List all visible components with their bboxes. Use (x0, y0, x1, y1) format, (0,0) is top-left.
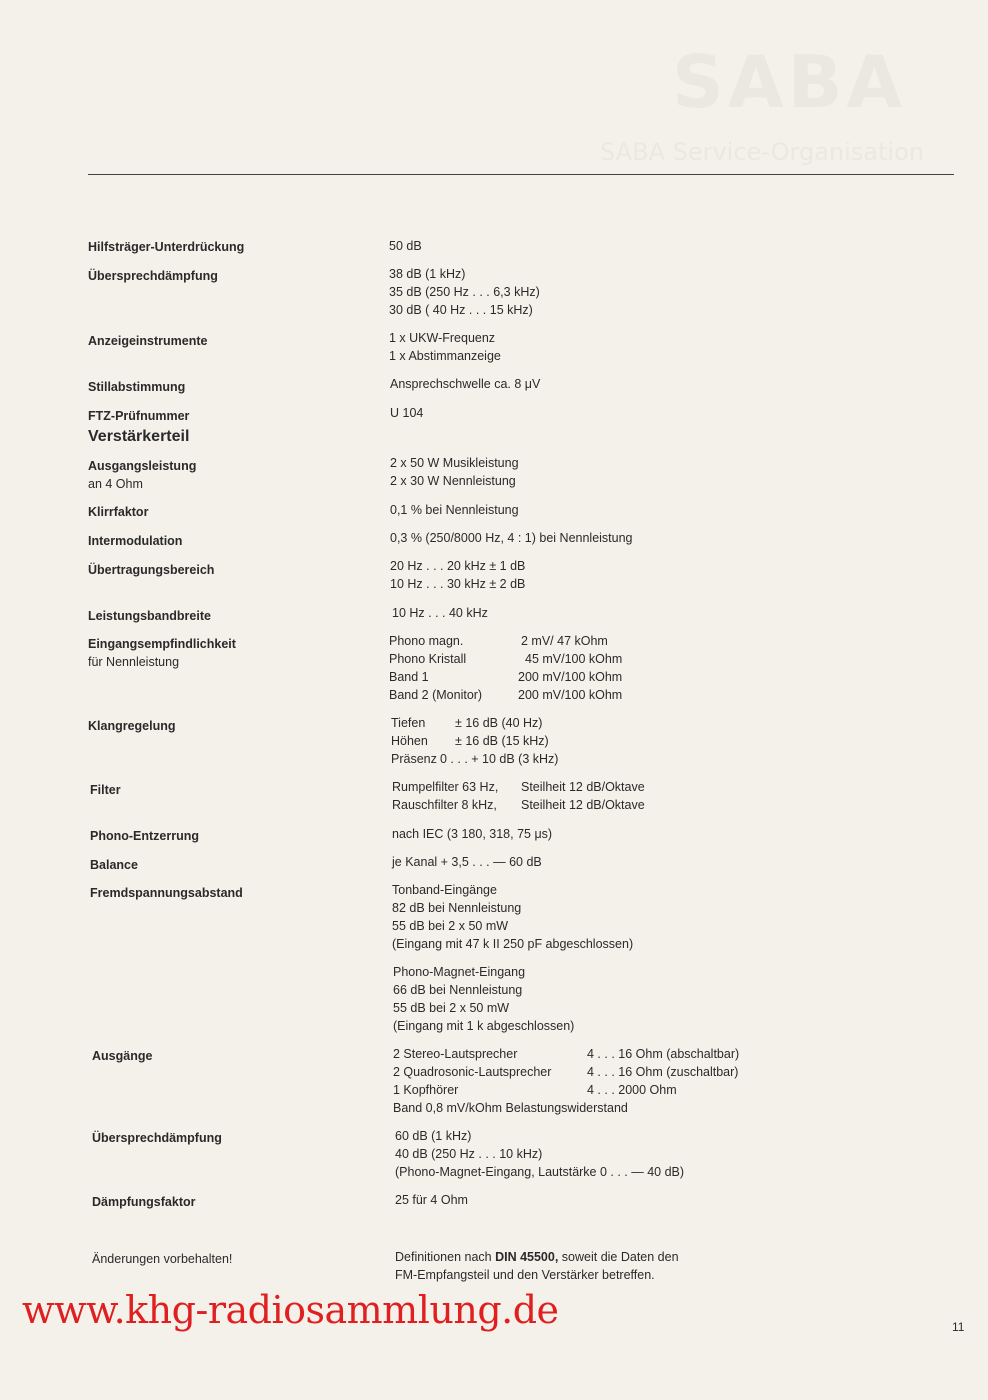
output-extra: Band 0,8 mV/kOhm Belastungswiderstand (393, 1101, 628, 1115)
value-uebersprech-fm (389, 265, 540, 319)
footer-note: Änderungen vorbehalten! (92, 1252, 233, 1266)
value-line: 20 Hz . . . 20 kHz ± 1 dB (390, 559, 526, 573)
tone-value: ± 16 dB (15 kHz) (455, 734, 549, 748)
header-rule (88, 174, 954, 175)
tone-name: Tiefen (391, 716, 426, 730)
value-leistungsband (392, 604, 488, 622)
value-line: 82 dB bei Nennleistung (392, 901, 522, 915)
value-line: 0,1 % bei Nennleistung (390, 503, 519, 517)
value-line: 1 x Abstimmanzeige (389, 349, 501, 363)
tone-name: Präsenz (391, 752, 437, 766)
tone-row (391, 750, 558, 768)
value-eingangsempf (389, 632, 622, 704)
value-klirrfaktor (390, 501, 519, 519)
output-value: 4 . . . 2000 Ohm (587, 1083, 677, 1097)
output-value: 4 . . . 16 Ohm (zuschaltbar) (587, 1065, 739, 1079)
sens-value: 2 mV/ 47 kOhm (521, 634, 608, 648)
value-ausgaenge (393, 1045, 739, 1117)
definitions-note (395, 1248, 695, 1284)
label-ausgangsleistung-sub: an 4 Ohm (88, 477, 143, 491)
label-phono-entzerrung: Phono-Entzerrung (90, 829, 200, 843)
value-line: Tonband-Eingänge (392, 883, 497, 897)
value-line: 30 dB ( 40 Hz . . . 15 kHz) (389, 303, 533, 317)
label-eingangsempf-main: Eingangsempfindlichkeit (88, 637, 236, 651)
label-ausgaenge: Ausgänge (92, 1049, 153, 1063)
defs-prefix: Definitionen nach (395, 1250, 496, 1264)
value-line: (Eingang mit 47 k II 250 pF abgeschlossen) (392, 937, 634, 951)
value-line: Ansprechschwelle ca. 8 μV (390, 377, 541, 391)
label-klirrfaktor: Klirrfaktor (88, 505, 149, 519)
sens-name: Phono magn. (389, 634, 464, 648)
value-line: (Eingang mit 1 k abgeschlossen) (393, 1019, 575, 1033)
sens-value: 45 mV/100 kOhm (525, 652, 623, 666)
value-klangregelung (391, 714, 558, 768)
value-fremdspannung-tonband (392, 881, 633, 953)
value-line: Phono-Magnet-Eingang (393, 965, 526, 979)
value-ftz (390, 404, 423, 422)
filter-name: Rumpelfilter 63 Hz, (392, 780, 499, 794)
label-eingangsempf-sub: für Nennleistung (88, 655, 180, 669)
sens-name: Band 1 (389, 670, 429, 684)
value-stillabstimmung (390, 375, 540, 393)
value-line: (Phono-Magnet-Eingang, Lautstärke 0 . . . — 40 dB) (395, 1165, 685, 1179)
label-daempfungsfaktor: Dämpfungsfaktor (92, 1195, 196, 1209)
sens-row (389, 650, 622, 668)
label-uebertragung: Übertragungsbereich (88, 563, 215, 577)
label-klangregelung: Klangregelung (88, 719, 176, 733)
value-line: 0,3 % (250/8000 Hz, 4 : 1) bei Nennleistung (390, 531, 633, 545)
value-line: 38 dB (1 kHz) (389, 267, 466, 281)
label-hilfstraeger: Hilfsträger-Unterdrückung (88, 240, 245, 254)
value-line: 55 dB bei 2 x 50 mW (392, 919, 509, 933)
section-heading: Verstärkerteil (88, 428, 190, 445)
value-fremdspannung-phono (393, 963, 574, 1035)
value-line: 10 Hz . . . 30 kHz ± 2 dB (390, 577, 526, 591)
label-uebersprech-fm: Übersprechdämpfung (88, 269, 218, 283)
label-ausgangsleistung (88, 457, 196, 493)
label-balance: Balance (90, 858, 138, 872)
value-line: je Kanal + 3,5 . . . — 60 dB (392, 855, 542, 869)
output-row (393, 1063, 739, 1081)
watermark-url: www.khg-radiosammlung.de (22, 1288, 559, 1332)
value-line: 10 Hz . . . 40 kHz (392, 606, 488, 620)
defs-bold: DIN 45500, (495, 1250, 559, 1264)
output-name: 2 Quadrosonic-Lautsprecher (393, 1065, 552, 1079)
label-uebersprech-amp: Übersprechdämpfung (92, 1131, 222, 1145)
tone-value: ± 16 dB (40 Hz) (455, 716, 543, 730)
value-line: 40 dB (250 Hz . . . 10 kHz) (395, 1147, 543, 1161)
defs-rest: soweit die Daten den FM-Empfangsteil und den Verstärker betreffen. (395, 1250, 679, 1282)
sens-name: Band 2 (Monitor) (389, 688, 483, 702)
label-intermodulation: Intermodulation (88, 534, 183, 548)
page-number: 11 (952, 1320, 965, 1334)
filter-name: Rauschfilter 8 kHz, (392, 798, 497, 812)
value-intermodulation (390, 529, 633, 547)
value-uebersprech-amp (395, 1127, 684, 1181)
value-anzeige (389, 329, 501, 365)
label-anzeige: Anzeigeinstrumente (88, 334, 208, 348)
label-ausgangsleistung-main: Ausgangsleistung (88, 459, 197, 473)
label-ftz: FTZ-Prüfnummer (88, 409, 190, 423)
value-line: 60 dB (1 kHz) (395, 1129, 472, 1143)
label-eingangsempf (88, 635, 236, 671)
filter-row (392, 778, 645, 796)
value-filter (392, 778, 645, 814)
value-ausgangsleistung (390, 454, 519, 490)
output-row (393, 1045, 739, 1063)
value-line: 50 dB (389, 239, 422, 253)
output-row (393, 1081, 739, 1099)
ghost-brand: SABA (672, 40, 907, 124)
value-line: 35 dB (250 Hz . . . 6,3 kHz) (389, 285, 540, 299)
label-stillabstimmung: Stillabstimmung (88, 380, 186, 394)
filter-value: Steilheit 12 dB/Oktave (521, 798, 645, 812)
value-daempfungsfaktor (395, 1191, 468, 1209)
sens-value: 200 mV/100 kOhm (518, 688, 623, 702)
value-line: 2 x 30 W Nennleistung (390, 474, 516, 488)
value-line: U 104 (390, 406, 424, 420)
tone-value: 0 . . . + 10 dB (3 kHz) (440, 752, 559, 766)
value-line: 2 x 50 W Musikleistung (390, 456, 519, 470)
sens-row (389, 668, 622, 686)
value-line: nach IEC (3 180, 318, 75 μs) (392, 827, 553, 841)
value-line: 66 dB bei Nennleistung (393, 983, 523, 997)
label-leistungsband: Leistungsbandbreite (88, 609, 211, 623)
output-name: 2 Stereo-Lautsprecher (393, 1047, 518, 1061)
value-uebertragung (390, 557, 525, 593)
tone-row (391, 732, 558, 750)
label-filter: Filter (90, 783, 121, 797)
sens-value: 200 mV/100 kOhm (518, 670, 623, 684)
value-balance (392, 853, 542, 871)
ghost-subtitle: SABA Service-Organisation (600, 138, 924, 166)
sens-row (389, 686, 622, 704)
filter-row (392, 796, 645, 814)
output-value: 4 . . . 16 Ohm (abschaltbar) (587, 1047, 740, 1061)
sens-row (389, 632, 622, 650)
value-line: 1 x UKW-Frequenz (389, 331, 496, 345)
filter-value: Steilheit 12 dB/Oktave (521, 780, 645, 794)
label-fremdspannung: Fremdspannungsabstand (90, 886, 243, 900)
output-name: 1 Kopfhörer (393, 1083, 459, 1097)
value-phono-entzerrung (392, 825, 552, 843)
value-line: 55 dB bei 2 x 50 mW (393, 1001, 510, 1015)
tone-name: Höhen (391, 734, 428, 748)
value-hilfstraeger (389, 237, 422, 255)
value-line: 25 für 4 Ohm (395, 1193, 468, 1207)
tone-row (391, 714, 558, 732)
sens-name: Phono Kristall (389, 652, 467, 666)
